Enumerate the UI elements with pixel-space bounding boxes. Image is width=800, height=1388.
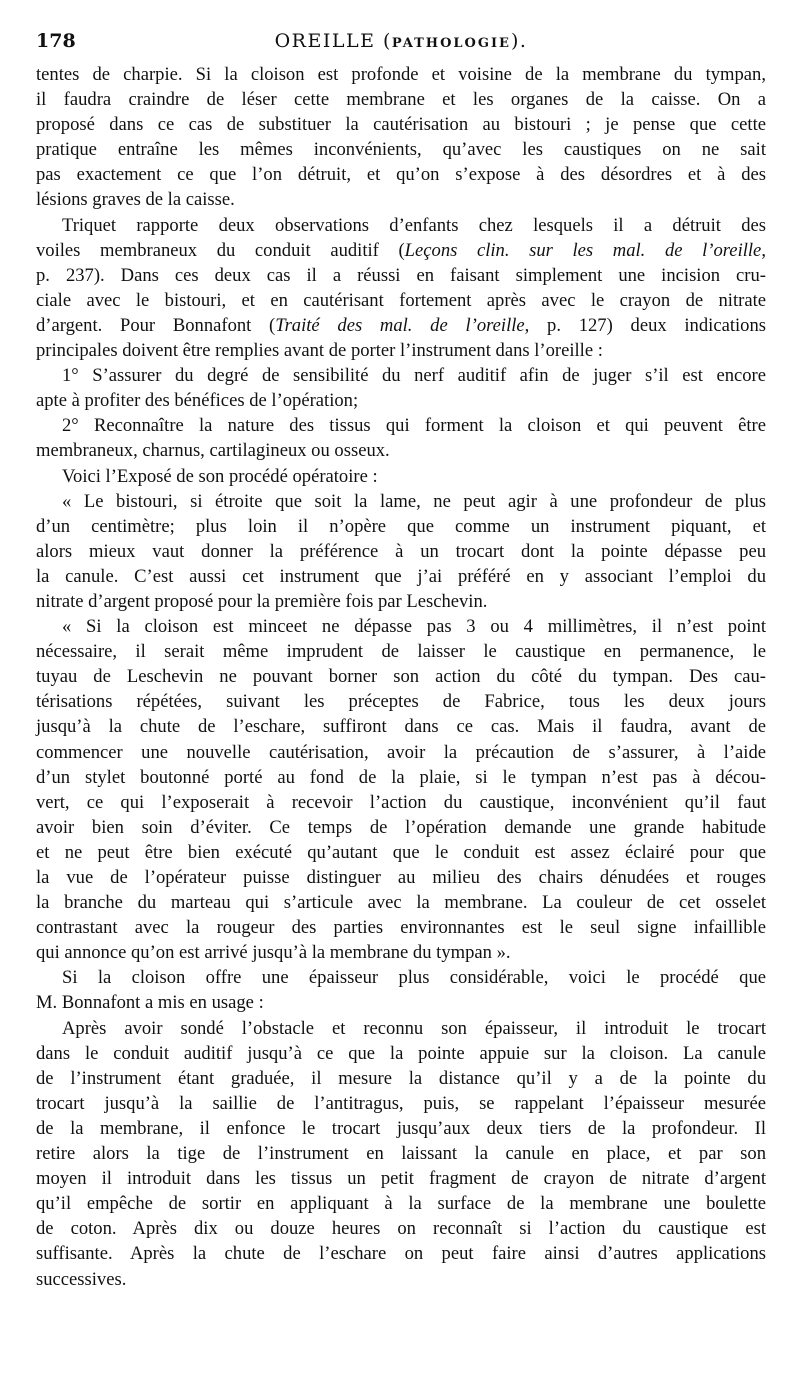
text-line	[36, 689, 766, 714]
text-run: d’argent. Pour Bonnafont (	[36, 314, 276, 336]
text-line	[36, 714, 766, 739]
text-line	[36, 1166, 766, 1191]
text-line	[36, 1116, 766, 1141]
text-line	[36, 87, 766, 112]
text-line	[36, 137, 766, 162]
text-run: « Si la cloison est minceet ne dépasse pas 3 ou 4 millimètres, il n’est point	[62, 616, 766, 638]
text-line	[36, 815, 766, 840]
running-title-end: ).	[510, 30, 528, 52]
text-line	[36, 790, 766, 815]
text-run: tuyau de Leschevin ne pouvant borner son action du côté du tympan. Des cau-	[36, 666, 766, 688]
text-line	[36, 213, 766, 238]
text-line	[36, 1216, 766, 1241]
text-run: avoir bien soin d’éviter. Ce temps de l’opération demande une grande habitude	[36, 816, 766, 838]
text-line	[36, 890, 766, 915]
italic-citation: Traité des mal. de l’oreille	[275, 314, 525, 336]
text-run: moyen il introduit dans les tissus un petit fragment de crayon de nitrate d’argent	[36, 1168, 766, 1190]
text-run: retire alors la tige de l’instrument en laissant la canule en place, et par son	[36, 1143, 766, 1165]
text-run: p. 237). Dans ces deux cas il a réussi en faisant simplement une incision cru-	[36, 264, 766, 286]
text-run: Triquet rapporte deux observations d’enfants chez lesquels il a détruit des	[62, 214, 766, 236]
text-run: alors mieux vaut donner la préférence à un trocart dont la pointe dépasse peu	[36, 540, 766, 562]
text-line	[36, 288, 766, 313]
text-run: successives.	[36, 1268, 127, 1290]
text-run: nitrate d’argent proposé pour la première fois par Leschevin.	[36, 590, 488, 612]
text-line	[36, 514, 766, 539]
text-run: ,	[761, 239, 766, 261]
text-line	[36, 62, 766, 87]
text-run: pratique entraîne les mêmes inconvénients, qu’avec les caustiques on ne sait	[36, 139, 766, 161]
text-line	[36, 1267, 766, 1292]
text-line	[36, 489, 766, 514]
text-line	[36, 162, 766, 187]
text-run: Voici l’Exposé de son procédé opératoire :	[62, 465, 378, 487]
text-run: vert, ce qui l’exposerait à recevoir l’action du caustique, inconvénient qu’il faut	[36, 791, 766, 813]
text-run: lésions graves de la caisse.	[36, 189, 235, 211]
text-run: proposé dans ce cas de substituer la cautérisation au bistouri ; je pense que cette	[36, 114, 766, 136]
text-run: principales doivent être remplies avant de porter l’instrument dans l’oreille :	[36, 340, 603, 362]
text-line	[36, 338, 766, 363]
text-line	[36, 990, 766, 1015]
text-run: M. Bonnafont a mis en usage :	[36, 992, 264, 1014]
text-line	[36, 639, 766, 664]
text-line	[36, 363, 766, 388]
text-line	[36, 564, 766, 589]
text-run: Après avoir sondé l’obstacle et reconnu son épaisseur, il introduit le trocart	[62, 1017, 766, 1039]
text-run: la vue de l’opérateur puisse distinguer au milieu des chairs dénudées et rouges	[36, 867, 766, 888]
text-run: et ne peut être bien exécuté qu’autant que le conduit est assez éclairé pour que	[36, 841, 766, 863]
text-line	[36, 840, 766, 865]
text-run: de l’instrument étant graduée, il mesure la distance qu’il y a de la pointe du	[36, 1067, 766, 1089]
text-run: nécessaire, il serait même imprudent de laisser le caustique en permanence, le	[36, 641, 766, 663]
text-line	[36, 263, 766, 288]
text-run: de la membrane, il enfonce le trocart jusqu’aux deux tiers de la profondeur. Il	[36, 1117, 766, 1139]
text-line	[36, 589, 766, 614]
text-run: membraneux, charnus, cartilagineux ou osseux.	[36, 440, 390, 462]
text-run: qu’il empêche de sortir en appliquant à la surface de la membrane une boulette	[36, 1193, 766, 1215]
text-run: la canule. C’est aussi cet instrument que j’ai préféré en y associant l’emploi du	[36, 565, 766, 587]
text-run: jusqu’à la chute de l’eschare, suffiront dans ce cas. Mais il faudra, avant de	[36, 716, 766, 738]
text-line	[36, 1066, 766, 1091]
text-line	[36, 1141, 766, 1166]
text-line	[36, 915, 766, 940]
text-run: , p. 127) deux indications	[524, 314, 766, 336]
text-line	[36, 740, 766, 765]
text-run: la branche du marteau qui s’articule avec la membrane. La couleur de cet osselet	[36, 892, 766, 914]
running-title	[36, 30, 766, 52]
text-line	[36, 765, 766, 790]
text-line	[36, 940, 766, 965]
text-line	[36, 614, 766, 639]
text-line	[36, 539, 766, 564]
text-line	[36, 413, 766, 438]
text-run: pas exactement ce que l’on détruit, et qu’on s’expose à des désordres et à des	[36, 164, 766, 186]
text-line	[36, 438, 766, 463]
text-run: tentes de charpie. Si la cloison est profonde et voisine de la membrane du tympan,	[36, 64, 766, 85]
text-run: 2° Reconnaître la nature des tissus qui forment la cloison et qui peuvent être	[62, 415, 766, 437]
text-run: 1° S’assurer du degré de sensibilité du nerf auditif afin de juger s’il est encore	[62, 365, 766, 387]
text-line	[36, 1241, 766, 1266]
running-title-main: OREILLE (	[274, 30, 392, 52]
text-run: suffisante. Après la chute de l’eschare on peut faire ainsi d’autres applications	[36, 1243, 766, 1265]
text-run: Si la cloison offre une épaisseur plus considérable, voici le procédé que	[62, 967, 766, 989]
text-run: commencer une nouvelle cautérisation, avoir la précaution de s’assurer, à l’aide	[36, 741, 766, 763]
text-run: térisations répétées, suivant les préceptes de Fabrice, tous les deux jours	[36, 691, 766, 713]
text-line	[36, 965, 766, 990]
text-run: il faudra craindre de léser cette membrane et les organes de la caisse. On a	[36, 89, 766, 111]
text-run: d’un centimètre; plus loin il n’opère que comme un instrument piquant, et	[36, 515, 766, 537]
text-run: dans le conduit auditif jusqu’à ce que la pointe appuie sur la cloison. La canule	[36, 1042, 766, 1064]
italic-citation: Leçons clin. sur les mal. de l’oreille	[404, 239, 762, 261]
text-run: « Le bistouri, si étroite que soit la lame, ne peut agir à une profondeur de plus	[62, 490, 766, 512]
text-run: qui annonce qu’on est arrivé jusqu’à la membrane du tympan ».	[36, 942, 511, 964]
text-line	[36, 313, 766, 338]
text-line	[36, 238, 766, 263]
text-run: trocart jusqu’à la saillie de l’antitragus, puis, se rappelant l’épaisseur mesurée	[36, 1092, 766, 1114]
running-title-sub: PATHOLOGIE	[391, 36, 511, 51]
text-line	[36, 464, 766, 489]
text-line	[36, 1191, 766, 1216]
text-line	[36, 1091, 766, 1116]
text-line	[36, 865, 766, 890]
text-line	[36, 1041, 766, 1066]
text-run: ciale avec le bistouri, et en cautérisant fortement après avec le crayon de nitrate	[36, 289, 766, 311]
body-text	[36, 62, 766, 1292]
text-run: contrastant avec la rougeur des parties environnantes est le seul signe infaillible	[36, 917, 766, 939]
page-number: 178	[36, 30, 76, 52]
text-line	[36, 1016, 766, 1041]
text-line	[36, 112, 766, 137]
text-line	[36, 388, 766, 413]
text-run: de coton. Après dix ou douze heures on reconnaît si l’action du caustique est	[36, 1218, 766, 1240]
text-line	[36, 187, 766, 212]
text-line	[36, 664, 766, 689]
text-run: d’un stylet boutonné porté au fond de la plaie, si le tympan n’est pas à décou-	[36, 766, 766, 788]
text-run: voiles membraneux du conduit auditif (	[36, 239, 405, 261]
page-header	[36, 30, 766, 60]
text-run: apte à profiter des bénéfices de l’opération;	[36, 390, 359, 412]
